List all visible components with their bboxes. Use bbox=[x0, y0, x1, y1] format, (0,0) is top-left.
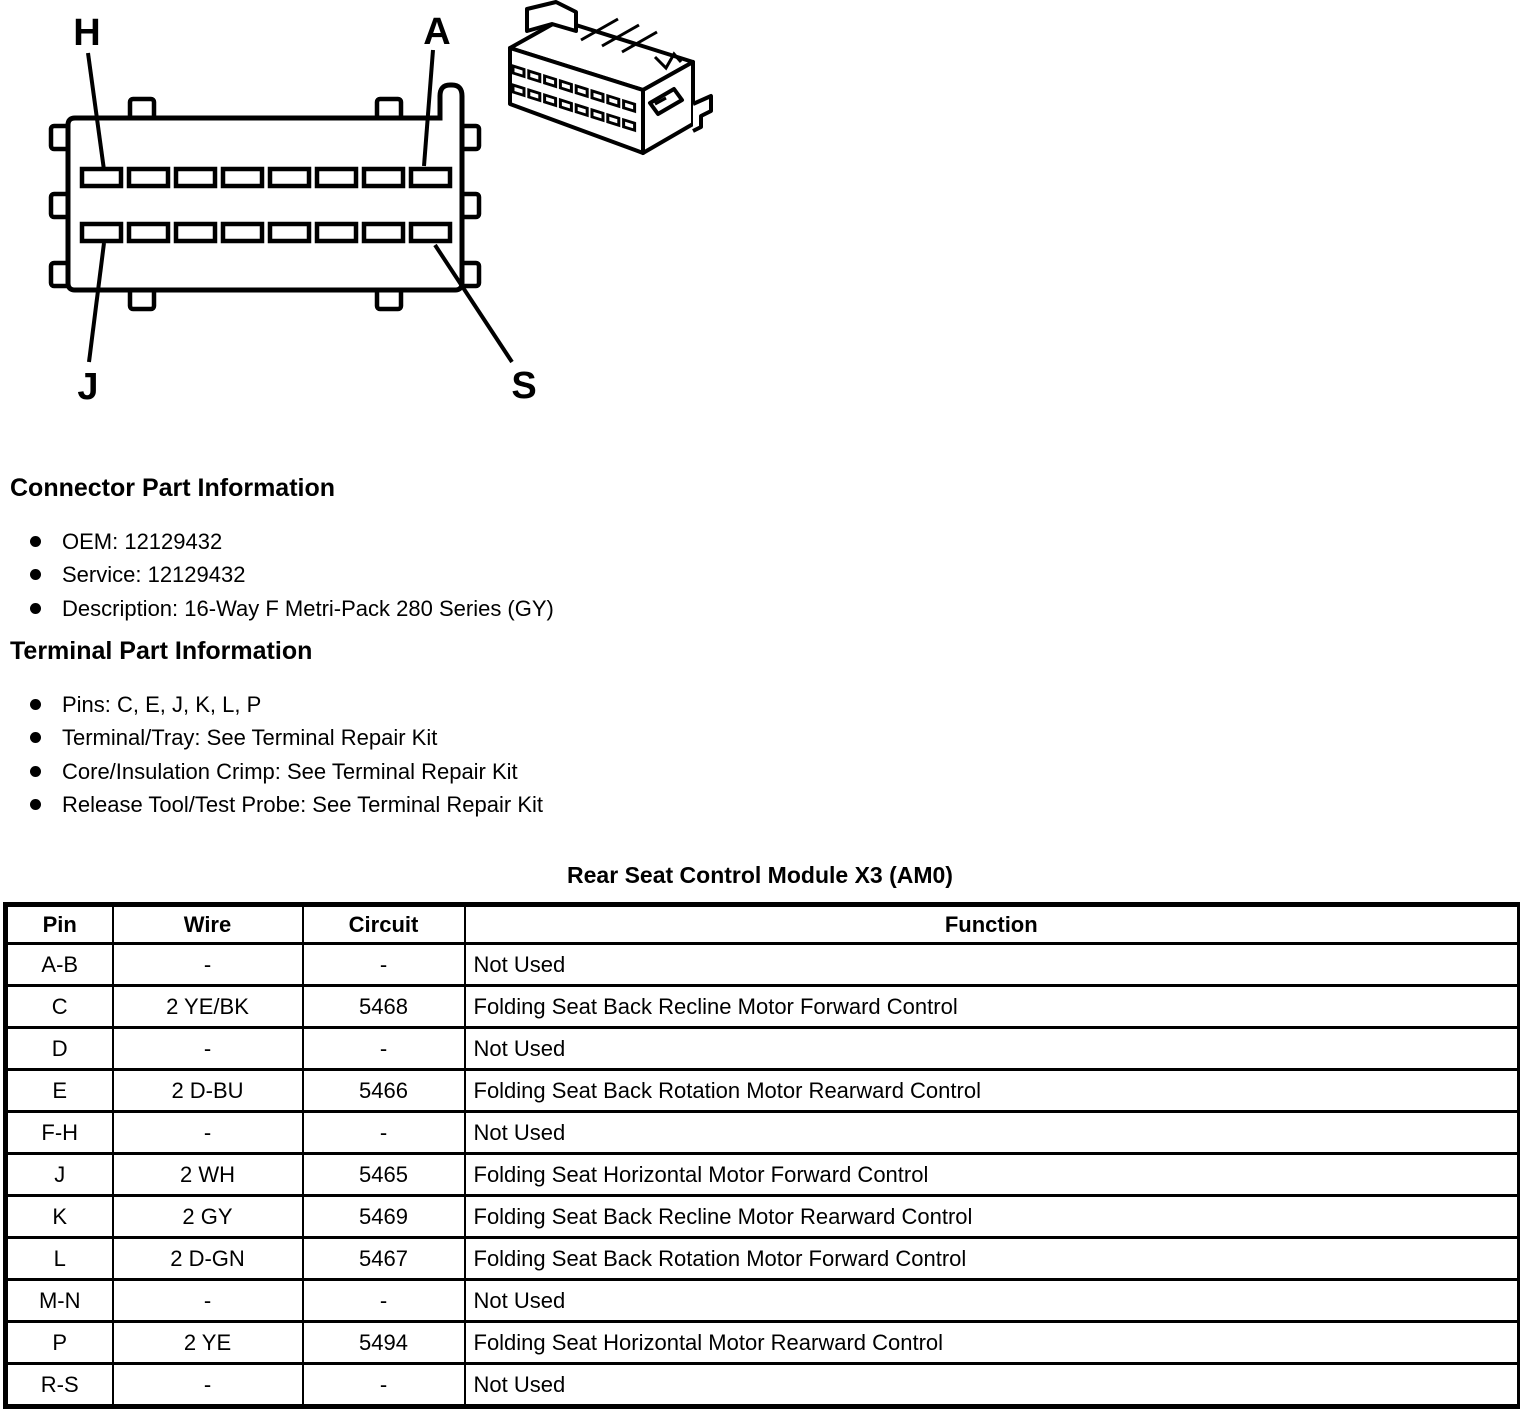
wire-cell: - bbox=[113, 1112, 303, 1154]
terminal-part-info-heading: Terminal Part Information bbox=[10, 637, 313, 665]
circuit-cell: 5467 bbox=[303, 1238, 465, 1280]
wire-cell: - bbox=[113, 944, 303, 986]
connector-part-info-heading: Connector Part Information bbox=[10, 474, 336, 502]
bullet-icon bbox=[30, 536, 41, 547]
pin-label-h: H bbox=[73, 12, 101, 54]
list-item bbox=[10, 525, 554, 558]
circuit-cell: 5469 bbox=[303, 1196, 465, 1238]
table-row bbox=[6, 944, 1520, 986]
bullet-icon bbox=[30, 699, 41, 710]
column-header-circuit: Circuit bbox=[303, 905, 465, 944]
table-row bbox=[6, 1364, 1520, 1407]
column-header-pin: Pin bbox=[6, 905, 113, 944]
pinout-table-title: Rear Seat Control Module X3 (AM0) bbox=[567, 862, 953, 888]
pin-cell: D bbox=[6, 1028, 113, 1070]
wire-cell: 2 GY bbox=[113, 1196, 303, 1238]
bullet-icon bbox=[30, 603, 41, 614]
bullet-icon bbox=[30, 569, 41, 580]
function-cell: Not Used bbox=[465, 1028, 1520, 1070]
table-row bbox=[6, 986, 1520, 1028]
table-row bbox=[6, 1280, 1520, 1322]
list-item bbox=[10, 592, 554, 625]
pinout-table bbox=[3, 902, 1520, 1409]
function-cell: Folding Seat Horizontal Motor Rearward Control bbox=[465, 1322, 1520, 1364]
function-cell: Folding Seat Back Recline Motor Forward Control bbox=[465, 986, 1520, 1028]
function-cell: Folding Seat Back Recline Motor Rearward Control bbox=[465, 1196, 1520, 1238]
bullet-icon bbox=[30, 766, 41, 777]
table-row bbox=[6, 1112, 1520, 1154]
connector-face-view bbox=[51, 11, 537, 408]
connector-part-info-section bbox=[10, 474, 554, 625]
header-row bbox=[6, 905, 1520, 944]
circuit-cell: 5465 bbox=[303, 1154, 465, 1196]
circuit-cell: - bbox=[303, 1280, 465, 1322]
table-row bbox=[6, 1196, 1520, 1238]
wire-cell: - bbox=[113, 1364, 303, 1407]
bullet-icon bbox=[30, 732, 41, 743]
function-cell: Not Used bbox=[465, 1280, 1520, 1322]
wire-cell: - bbox=[113, 1280, 303, 1322]
terminal-part-info-section bbox=[10, 637, 543, 822]
pin-cell: J bbox=[6, 1154, 113, 1196]
pin-cell: R-S bbox=[6, 1364, 113, 1407]
wire-cell: 2 YE/BK bbox=[113, 986, 303, 1028]
pin-label-s: S bbox=[511, 365, 537, 407]
pin-label-j: J bbox=[77, 366, 99, 408]
pin-cell: L bbox=[6, 1238, 113, 1280]
list-item bbox=[10, 558, 554, 591]
function-cell: Folding Seat Back Rotation Motor Rearward Control bbox=[465, 1070, 1520, 1112]
function-cell: Folding Seat Back Rotation Motor Forward Control bbox=[465, 1238, 1520, 1280]
service-number: Service: 12129432 bbox=[62, 562, 246, 588]
list-item bbox=[10, 788, 543, 821]
pin-cell: F-H bbox=[6, 1112, 113, 1154]
terminal-tray: Terminal/Tray: See Terminal Repair Kit bbox=[62, 725, 438, 751]
list-item bbox=[10, 721, 543, 754]
pin-cell: C bbox=[6, 986, 113, 1028]
wire-cell: 2 WH bbox=[113, 1154, 303, 1196]
circuit-cell: 5466 bbox=[303, 1070, 465, 1112]
circuit-cell: 5494 bbox=[303, 1322, 465, 1364]
pin-cell: A-B bbox=[6, 944, 113, 986]
function-cell: Not Used bbox=[465, 1364, 1520, 1407]
column-header-function: Function bbox=[465, 905, 1520, 944]
connector-description: Description: 16-Way F Metri-Pack 280 Series (GY) bbox=[62, 595, 554, 621]
connector-part-info-list bbox=[10, 525, 554, 625]
list-item bbox=[10, 755, 543, 788]
pin-cell: M-N bbox=[6, 1280, 113, 1322]
pin-cell: E bbox=[6, 1070, 113, 1112]
column-header-wire: Wire bbox=[113, 905, 303, 944]
circuit-cell: - bbox=[303, 1028, 465, 1070]
table-row bbox=[6, 1238, 1520, 1280]
wire-cell: 2 D-BU bbox=[113, 1070, 303, 1112]
release-tool-test-probe: Release Tool/Test Probe: See Terminal Repair Kit bbox=[62, 792, 543, 818]
table-row bbox=[6, 1322, 1520, 1364]
circuit-cell: - bbox=[303, 944, 465, 986]
pin-cell: P bbox=[6, 1322, 113, 1364]
circuit-cell: - bbox=[303, 1364, 465, 1407]
circuit-cell: 5468 bbox=[303, 986, 465, 1028]
table-row bbox=[6, 1070, 1520, 1112]
table-row bbox=[6, 1154, 1520, 1196]
core-insulation-crimp: Core/Insulation Crimp: See Terminal Repair Kit bbox=[62, 758, 518, 784]
pin-cell: K bbox=[6, 1196, 113, 1238]
function-cell: Not Used bbox=[465, 1112, 1520, 1154]
oem-number: OEM: 12129432 bbox=[62, 529, 223, 554]
wire-cell: - bbox=[113, 1028, 303, 1070]
wire-cell: 2 YE bbox=[113, 1322, 303, 1364]
function-cell: Not Used bbox=[465, 944, 1520, 986]
circuit-cell: - bbox=[303, 1112, 465, 1154]
pin-label-a: A bbox=[423, 11, 451, 53]
table-row bbox=[6, 1028, 1520, 1070]
terminal-part-info-list bbox=[10, 688, 543, 822]
connector-diagram bbox=[0, 0, 760, 430]
connector-iso-view bbox=[510, 2, 711, 153]
bullet-icon bbox=[30, 799, 41, 810]
wire-cell: 2 D-GN bbox=[113, 1238, 303, 1280]
list-item bbox=[10, 688, 543, 721]
function-cell: Folding Seat Horizontal Motor Forward Control bbox=[465, 1154, 1520, 1196]
terminal-pins: Pins: C, E, J, K, L, P bbox=[62, 692, 262, 717]
